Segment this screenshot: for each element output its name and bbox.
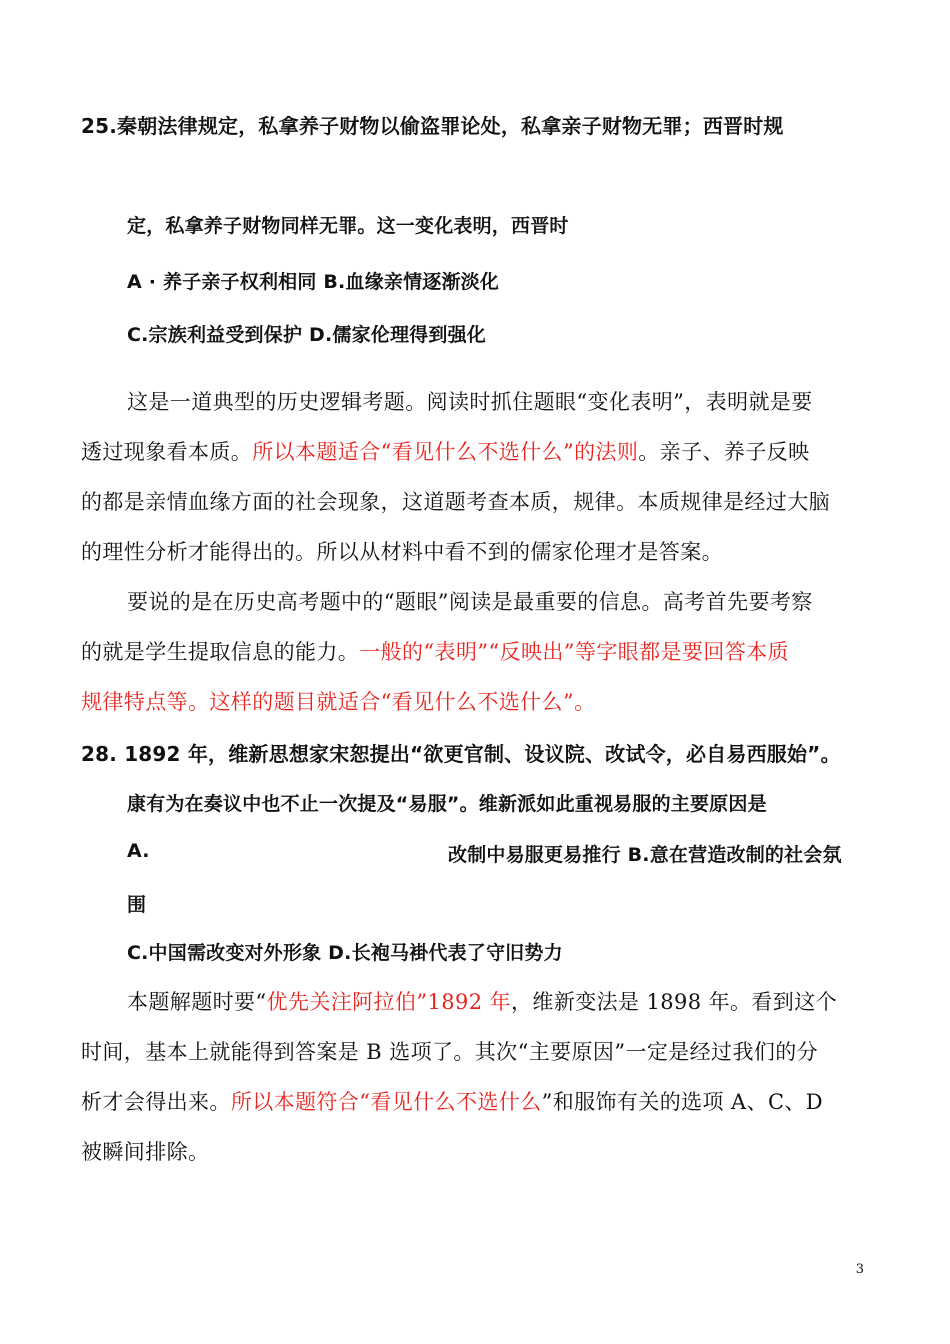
analysis-28-line3-highlight: 所以本题符合“看见什么不选什么 [230, 1090, 542, 1114]
analysis-28-line2: 时间，基本上就能得到答案是 B 选项了。其次“主要原因”一定是经过我们的分 [81, 1040, 819, 1064]
question-28-options-cd: C.中国需改变对外形象 D.长袍马褂代表了守旧势力 [127, 942, 563, 964]
analysis-25-line2-tail: 。亲子、养子反映 [638, 440, 810, 464]
analysis-25-line2-text: 透过现象看本质。 [81, 440, 253, 464]
page-number: 3 [855, 1262, 864, 1277]
question-28-option-a-label: A. [127, 840, 150, 862]
analysis-25-line4: 的理性分析才能得出的。所以从材料中看不到的儒家伦理才是答案。 [81, 540, 723, 564]
analysis-25-line2 [81, 436, 809, 466]
analysis-28-line4: 被瞬间排除。 [81, 1140, 210, 1164]
question-28-option-ab: 改制中易服更易推行 B.意在营造改制的社会氛 [448, 844, 842, 866]
analysis-25-line3: 的都是亲情血缘方面的社会现象，这道题考查本质，规律。本质规律是经过大脑 [81, 490, 830, 514]
question-25-line1: 25.秦朝法律规定，私拿养子财物以偷盗罪论处，私拿亲子财物无罪；西晋时规 [81, 114, 784, 138]
question-28-line2: 康有为在奏议中也不止一次提及“易服”。维新派如此重视易服的主要原因是 [127, 793, 767, 815]
analysis-28-line1 [127, 986, 837, 1016]
analysis-25-line6-highlight: 一般的“表明”“反映出”等字眼都是要回答本质 [359, 640, 789, 664]
analysis-28-line1-tail: ，维新变法是 1898 年。看到这个 [511, 990, 838, 1014]
analysis-25-line6-text: 的就是学生提取信息的能力。 [81, 640, 360, 664]
analysis-28-line3-tail: ”和服饰有关的选项 A、C、D [541, 1090, 824, 1114]
question-28-option-b-cont: 围 [127, 894, 147, 916]
analysis-25-line1: 这是一道典型的历史逻辑考题。阅读时抓住题眼“变化表明”，表明就是要 [127, 390, 813, 414]
question-25-options-ab: A · 养子亲子权利相同 B.血缘亲情逐渐淡化 [127, 271, 500, 293]
analysis-25-line5: 要说的是在历史高考题中的“题眼”阅读是最重要的信息。高考首先要考察 [127, 590, 813, 614]
question-25-line2: 定，私拿养子财物同样无罪。这一变化表明，西晋时 [127, 215, 569, 237]
analysis-28-line1-text: 本题解题时要“ [127, 990, 267, 1014]
analysis-28-line1-highlight: 优先关注阿拉伯”1892 年 [266, 990, 512, 1014]
analysis-25-line6 [81, 636, 789, 666]
question-25-options-cd: C.宗族利益受到保护 D.儒家伦理得到强化 [127, 324, 486, 346]
analysis-25-line7: 规律特点等。这样的题目就适合“看见什么不选什么”。 [81, 690, 596, 714]
question-28-line1: 28. 1892 年，维新思想家宋恕提出“欲更官制、设议院、改试令，必自易西服始”。 [81, 742, 841, 766]
analysis-25-line2-highlight: 所以本题适合“看见什么不选什么”的法则 [252, 440, 639, 464]
analysis-28-line3 [81, 1086, 823, 1116]
analysis-28-line3-text: 析才会得出来。 [81, 1090, 231, 1114]
